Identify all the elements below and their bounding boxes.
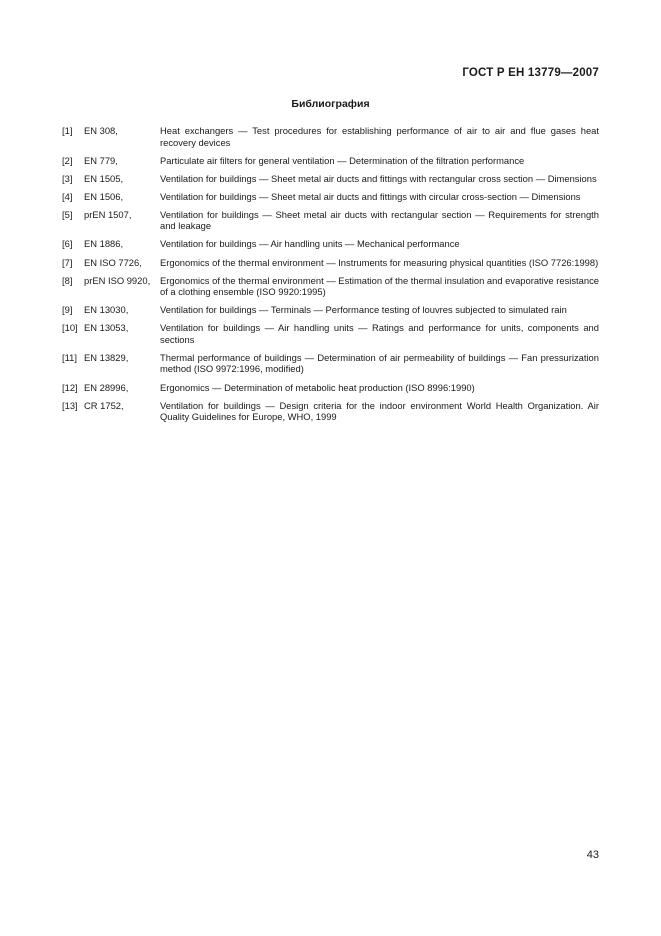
entry-title: Particulate air filters for general ventilation — Determination of the filtration performance [160, 154, 525, 166]
entry-standard-code: EN 13030, [84, 304, 129, 316]
entry-number: [8] [62, 274, 73, 286]
entry-number: [4] [62, 190, 73, 202]
bibliography-entry [62, 125, 599, 148]
entry-title: Ventilation for buildings — Design criteria for the indoor environment World Health Organization. Air Quality Guidelines for Europe, WHO, 1999 [160, 399, 599, 423]
entry-title: Ventilation for buildings — Sheet metal air ducts and fittings with circular cross-section — Dimensions [160, 190, 581, 202]
entry-number: [7] [62, 256, 73, 268]
bibliography-entry [62, 400, 599, 423]
bibliography-entry [62, 352, 599, 375]
entry-number: [3] [62, 172, 73, 184]
entry-standard-code: EN 1506, [84, 190, 124, 202]
entry-title: Ergonomics — Determination of metabolic heat production (ISO 8996:1990) [160, 381, 475, 393]
bibliography-entry [62, 275, 599, 298]
entry-title: Ventilation for buildings — Air handling units — Ratings and performance for units, components and sections [160, 322, 599, 345]
bibliography-entry [62, 257, 599, 269]
entry-standard-code: EN 28996, [84, 381, 129, 393]
entry-number: [10] [62, 322, 78, 334]
entry-title: Ergonomics of the thermal environment — Instruments for measuring physical quantities (ISO 7726:1998) [160, 256, 599, 268]
bibliography-list [62, 125, 599, 429]
entry-number: [1] [62, 125, 73, 136]
entry-number: [6] [62, 238, 73, 250]
entry-number: [11] [62, 351, 77, 363]
entry-standard-code: prEN ISO 9920, [84, 274, 151, 286]
bibliography-entry [62, 155, 599, 167]
entry-title: Ventilation for buildings — Sheet metal air ducts with rectangular section — Requirements for strength and leakage [160, 208, 599, 232]
entry-standard-code: EN 779, [84, 154, 118, 166]
bibliography-entry [62, 322, 599, 345]
bibliography-entry [62, 173, 599, 185]
entry-title: Thermal performance of buildings — Determination of air permeability of buildings — Fan pressurization method (ISO 9972:1996, modified) [160, 351, 599, 375]
entry-number: [2] [62, 154, 73, 166]
entry-standard-code: prEN 1507, [84, 208, 132, 220]
entry-number: [13] [62, 399, 78, 411]
bibliography-entry [62, 304, 599, 316]
entry-title: Ventilation for buildings — Air handling units — Mechanical performance [160, 238, 460, 250]
entry-title: Ventilation for buildings — Terminals — Performance testing of louvres subjected to simulated rain [160, 304, 567, 316]
entry-standard-code: EN 308, [84, 125, 118, 136]
entry-number: [5] [62, 208, 73, 220]
entry-standard-code: CR 1752, [84, 399, 124, 411]
entry-title: Ergonomics of the thermal environment — Estimation of the thermal insulation and evaporative resistance of a clothing ensemble (ISO 9920:1995) [160, 274, 599, 298]
bibliography-entry [62, 238, 599, 250]
entry-standard-code: EN 13053, [84, 322, 129, 334]
entry-number: [12] [62, 381, 78, 393]
entry-standard-code: EN 13829, [84, 351, 129, 363]
entry-number: [9] [62, 304, 73, 316]
entry-title: Ventilation for buildings — Sheet metal air ducts and fittings with rectangular cross section — Dimensions [160, 172, 597, 184]
bibliography-entry [62, 191, 599, 203]
entry-standard-code: EN ISO 7726, [84, 256, 142, 268]
bibliography-entry [62, 209, 599, 232]
page-title: Библиография [291, 98, 370, 110]
bibliography-entry [62, 382, 599, 394]
entry-title: Heat exchangers — Test procedures for establishing performance of air to air and flue gases heat recovery devices [160, 125, 599, 148]
document-standard-header: ГОСТ Р ЕН 13779—2007 [462, 67, 599, 79]
entry-standard-code: EN 1886, [84, 238, 124, 250]
page-number: 43 [586, 849, 599, 861]
entry-standard-code: EN 1505, [84, 172, 124, 184]
